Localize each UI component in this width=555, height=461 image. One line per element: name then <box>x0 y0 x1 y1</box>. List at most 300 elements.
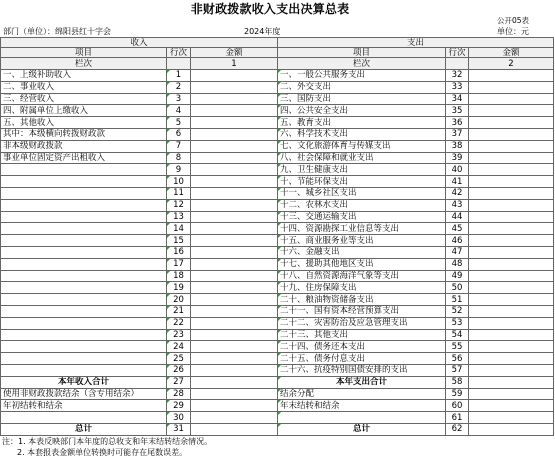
expense-item-cell <box>278 247 446 259</box>
expense-line-no-cell <box>446 200 469 212</box>
expense-line-no-text: 36 <box>451 117 463 128</box>
table-row <box>1 82 554 94</box>
expense-line-no-text: 55 <box>451 341 463 352</box>
income-item-text: 其中：本级横向转拨财政款 <box>3 129 106 140</box>
expense-item-cell <box>278 400 446 412</box>
error-indicator-icon <box>167 153 170 156</box>
table-row <box>1 330 554 342</box>
unit-label: 单位：元 <box>497 27 529 36</box>
income-line-no-text: 21 <box>173 306 184 317</box>
income-line-no-text: 23 <box>173 329 184 340</box>
income-item-cell <box>1 424 167 436</box>
income-item-cell <box>1 353 167 365</box>
table-row <box>1 341 554 353</box>
income-item-cell <box>1 212 167 224</box>
income-line-no-text: 10 <box>173 176 184 187</box>
expense-item-cell <box>278 164 446 176</box>
expense-line-no-cell <box>446 294 469 306</box>
expense-item-text: 十五、商业服务业等支出 <box>280 235 374 246</box>
expense-header-text: 支出 <box>406 38 424 48</box>
income-line-no-text: 27 <box>173 377 184 388</box>
income-line-no-text: 29 <box>173 400 184 411</box>
error-indicator-icon <box>278 70 281 73</box>
income-item-cell <box>1 318 167 330</box>
expense-item-cell <box>278 318 446 330</box>
expense-line-no-header-text: 行次 <box>448 48 466 58</box>
expense-line-no-text: 56 <box>451 353 463 364</box>
expense-line-no-cell <box>446 341 469 353</box>
table-row <box>1 129 554 141</box>
expense-line-no-cell <box>446 70 469 82</box>
expense-item-cell <box>278 365 446 377</box>
expense-item-cell <box>278 377 446 389</box>
table-row <box>1 94 554 106</box>
expense-item-cell <box>278 235 446 247</box>
expense-item-text: 本年支出合计 <box>335 377 387 388</box>
expense-line-no-text: 52 <box>451 306 463 317</box>
error-indicator-icon <box>278 129 281 132</box>
income-amount-cell <box>191 377 278 389</box>
table-row <box>1 223 554 235</box>
table-row <box>1 294 554 306</box>
income-item-cell <box>1 82 167 94</box>
error-indicator-icon <box>278 82 281 85</box>
income-line-no-cell <box>167 223 191 235</box>
error-indicator-icon <box>278 235 281 238</box>
error-indicator-icon <box>278 259 281 262</box>
income-line-no-text: 30 <box>173 412 184 423</box>
expense-line-no-text: 35 <box>451 105 463 116</box>
expense-amount-cell <box>469 247 554 259</box>
expense-amount-cell <box>469 424 554 436</box>
income-amount-cell <box>191 353 278 365</box>
expense-line-no-cell <box>446 129 469 141</box>
income-line-no-column-no <box>167 58 191 70</box>
error-indicator-icon <box>167 176 170 179</box>
table-row <box>1 70 554 82</box>
expense-amount-cell <box>469 70 554 82</box>
income-line-no-cell <box>167 377 191 389</box>
expense-item-cell <box>278 306 446 318</box>
report-table <box>0 37 554 436</box>
expense-item-header-text: 项目 <box>352 48 370 58</box>
error-indicator-icon <box>278 389 281 392</box>
expense-item-text: 二十一、国有资本经营预算支出 <box>280 306 400 317</box>
expense-amount-cell <box>469 82 554 94</box>
error-indicator-icon <box>278 400 281 403</box>
form-code: 公开05表 <box>497 16 530 25</box>
income-line-no-text: 3 <box>175 93 182 104</box>
income-item-cell <box>1 164 167 176</box>
table-row <box>1 400 554 412</box>
error-indicator-icon <box>278 94 281 97</box>
income-line-no-cell <box>167 259 191 271</box>
expense-amount-cell <box>469 117 554 129</box>
income-item-cell <box>1 129 167 141</box>
expense-item-cell <box>278 176 446 188</box>
expense-line-no-cell <box>446 188 469 200</box>
income-item-text: 非本级财政拨款 <box>3 141 63 152</box>
income-line-no-cell <box>167 164 191 176</box>
expense-line-no-cell <box>446 389 469 401</box>
income-amount-cell <box>191 70 278 82</box>
income-item-cell <box>1 306 167 318</box>
income-item-cell <box>1 341 167 353</box>
error-indicator-icon <box>167 188 170 191</box>
income-item-text: 五、其他收入 <box>3 117 55 128</box>
income-amount-cell <box>191 247 278 259</box>
income-item-cell <box>1 153 167 165</box>
error-indicator-icon <box>278 377 281 380</box>
expense-line-no-text: 60 <box>451 400 463 411</box>
error-indicator-icon <box>278 424 281 427</box>
income-amount-cell <box>191 129 278 141</box>
error-indicator-icon <box>167 306 170 309</box>
income-item-header-text: 项目 <box>74 48 92 58</box>
income-item-text: 二、事业收入 <box>3 82 55 93</box>
income-line-no-text: 18 <box>173 270 184 281</box>
income-item-cell <box>1 223 167 235</box>
expense-amount-header-text: 金额 <box>502 48 520 58</box>
error-indicator-icon <box>278 200 281 203</box>
error-indicator-icon <box>167 200 170 203</box>
expense-line-no-text: 43 <box>451 200 463 211</box>
income-line-no-cell <box>167 353 191 365</box>
expense-line-no-text: 46 <box>451 235 463 246</box>
expense-amount-cell <box>469 318 554 330</box>
expense-item-cell <box>278 105 446 117</box>
income-amount-column-no <box>191 58 278 70</box>
income-line-no-cell <box>167 188 191 200</box>
expense-line-no-cell <box>446 400 469 412</box>
income-item-cell <box>1 117 167 129</box>
error-indicator-icon <box>278 141 281 144</box>
expense-item-cell <box>278 223 446 235</box>
expense-item-cell <box>278 141 446 153</box>
income-item-cell <box>1 365 167 377</box>
expense-item-text: 二、外交支出 <box>280 82 332 93</box>
table-header-row <box>1 38 554 48</box>
expense-amount-cell <box>469 282 554 294</box>
income-item-cell <box>1 282 167 294</box>
income-line-no-cell <box>167 341 191 353</box>
income-line-no-text: 31 <box>173 424 184 435</box>
expense-line-no-text: 54 <box>451 329 463 340</box>
expense-header <box>278 38 554 48</box>
error-indicator-icon <box>167 377 170 380</box>
income-line-no-cell <box>167 117 191 129</box>
error-indicator-icon <box>278 282 281 285</box>
income-amount-cell <box>191 412 278 424</box>
expense-item-cell <box>278 259 446 271</box>
error-indicator-icon <box>167 247 170 250</box>
income-line-no-cell <box>167 105 191 117</box>
error-indicator-icon <box>167 389 170 392</box>
income-line-no-text: 2 <box>175 82 182 93</box>
expense-line-no-cell <box>446 318 469 330</box>
expense-item-text: 总计 <box>352 424 370 435</box>
income-item-cell <box>1 70 167 82</box>
expense-item-text: 六、科学技术支出 <box>280 129 349 140</box>
expense-item-cell <box>278 70 446 82</box>
income-item-cell <box>1 330 167 342</box>
income-line-no-cell <box>167 400 191 412</box>
expense-item-text: 二十三、其他支出 <box>280 329 349 340</box>
income-amount-cell <box>191 235 278 247</box>
expense-amount-cell <box>469 330 554 342</box>
expense-column-no-label <box>278 58 446 70</box>
table-row <box>1 282 554 294</box>
error-indicator-icon <box>167 318 170 321</box>
expense-line-no-text: 61 <box>451 412 463 423</box>
income-item-text: 总计 <box>74 424 92 435</box>
expense-item-cell <box>278 200 446 212</box>
error-indicator-icon <box>167 341 170 344</box>
expense-column-no-label-text: 栏次 <box>352 58 370 69</box>
expense-amount-cell <box>469 365 554 377</box>
expense-line-no-text: 33 <box>451 82 463 93</box>
error-indicator-icon <box>167 271 170 274</box>
error-indicator-icon <box>278 412 281 415</box>
expense-line-no-text: 57 <box>451 365 463 376</box>
expense-item-text: 二十六、抗疫特别国债安排的支出 <box>280 365 408 376</box>
expense-line-no-cell <box>446 235 469 247</box>
expense-amount-column-no-text: 2 <box>508 58 514 69</box>
income-amount-cell <box>191 389 278 401</box>
income-line-no-text: 12 <box>173 200 184 211</box>
expense-amount-cell <box>469 129 554 141</box>
expense-item-cell <box>278 94 446 106</box>
income-line-no-text: 28 <box>173 388 184 399</box>
expense-line-no-cell <box>446 105 469 117</box>
error-indicator-icon <box>167 259 170 262</box>
income-line-no-cell <box>167 82 191 94</box>
expense-item-cell <box>278 294 446 306</box>
table-row <box>1 247 554 259</box>
expense-item-cell <box>278 188 446 200</box>
expense-line-no-text: 58 <box>451 377 463 388</box>
expense-amount-column-no <box>469 58 554 70</box>
expense-line-no-text: 34 <box>451 93 463 104</box>
expense-line-no-cell <box>446 247 469 259</box>
income-item-cell <box>1 176 167 188</box>
expense-amount-cell <box>469 94 554 106</box>
table-row <box>1 318 554 330</box>
error-indicator-icon <box>278 365 281 368</box>
error-indicator-icon <box>167 94 170 97</box>
expense-item-cell <box>278 117 446 129</box>
expense-item-cell <box>278 341 446 353</box>
expense-line-no-text: 44 <box>451 211 463 222</box>
income-amount-cell <box>191 200 278 212</box>
expense-item-cell <box>278 330 446 342</box>
expense-item-text: 一、一般公共服务支出 <box>280 70 366 81</box>
expense-item-text: 十九、住房保障支出 <box>280 282 357 293</box>
income-column-no-label-text: 栏次 <box>74 58 92 69</box>
expense-amount-cell <box>469 377 554 389</box>
expense-line-no-cell <box>446 141 469 153</box>
income-line-no-text: 9 <box>175 164 182 175</box>
note-line: 注：1. 本表反映部门本年度的总收支和年末结转结余情况。 <box>2 437 213 446</box>
expense-item-text: 十二、农林水支出 <box>280 200 349 211</box>
income-amount-cell <box>191 94 278 106</box>
footnotes <box>2 436 212 458</box>
income-amount-cell <box>191 294 278 306</box>
expense-line-no-cell <box>446 365 469 377</box>
expense-amount-cell <box>469 141 554 153</box>
error-indicator-icon <box>278 176 281 179</box>
expense-item-text: 十四、资源勘探工业信息等支出 <box>280 223 400 234</box>
error-indicator-icon <box>278 105 281 108</box>
table-row <box>1 306 554 318</box>
expense-line-no-cell <box>446 164 469 176</box>
income-line-no-text: 4 <box>175 105 182 116</box>
expense-item-cell <box>278 282 446 294</box>
income-amount-cell <box>191 105 278 117</box>
expense-amount-cell <box>469 259 554 271</box>
income-item-text: 使用非财政拨款结余（含专用结余） <box>3 388 140 399</box>
expense-item-text: 十七、援助其他地区支出 <box>280 259 374 270</box>
error-indicator-icon <box>167 400 170 403</box>
income-amount-cell <box>191 330 278 342</box>
expense-item-text: 三、国防支出 <box>280 93 332 104</box>
expense-amount-cell <box>469 341 554 353</box>
table-row <box>1 188 554 200</box>
income-amount-cell <box>191 341 278 353</box>
expense-amount-cell <box>469 412 554 424</box>
expense-line-no-cell <box>446 153 469 165</box>
error-indicator-icon <box>167 330 170 333</box>
expense-amount-cell <box>469 389 554 401</box>
expense-item-cell <box>278 271 446 283</box>
table-body <box>1 70 554 436</box>
expense-amount-header <box>469 48 554 58</box>
expense-line-no-text: 59 <box>451 388 463 399</box>
income-item-cell <box>1 412 167 424</box>
expense-line-no-text: 38 <box>451 141 463 152</box>
income-amount-cell <box>191 164 278 176</box>
error-indicator-icon <box>167 212 170 215</box>
error-indicator-icon <box>167 282 170 285</box>
table-row <box>1 271 554 283</box>
expense-amount-cell <box>469 306 554 318</box>
expense-line-no-column-no <box>446 58 469 70</box>
expense-item-text: 五、教育支出 <box>280 117 332 128</box>
income-item-cell <box>1 141 167 153</box>
income-line-no-cell <box>167 200 191 212</box>
expense-item-cell <box>278 129 446 141</box>
error-indicator-icon <box>278 247 281 250</box>
table-row <box>1 200 554 212</box>
income-line-no-text: 14 <box>173 223 184 234</box>
error-indicator-icon <box>278 223 281 226</box>
error-indicator-icon <box>167 365 170 368</box>
income-line-no-text: 24 <box>173 341 184 352</box>
income-amount-cell <box>191 212 278 224</box>
expense-item-text: 二十、粮油物资储备支出 <box>280 294 374 305</box>
income-line-no-cell <box>167 318 191 330</box>
expense-line-no-text: 42 <box>451 188 463 199</box>
expense-item-cell <box>278 424 446 436</box>
expense-item-cell <box>278 353 446 365</box>
department-label: 部门（单位）：绵阳县红十字会 <box>3 27 111 36</box>
income-item-text: 年初结转和结余 <box>3 400 63 411</box>
income-amount-cell <box>191 282 278 294</box>
expense-line-no-text: 41 <box>451 176 463 187</box>
expense-line-no-cell <box>446 223 469 235</box>
income-column-no-label <box>1 58 167 70</box>
income-amount-cell <box>191 306 278 318</box>
income-amount-cell <box>191 424 278 436</box>
income-header-text: 收入 <box>130 38 148 48</box>
income-item-cell <box>1 105 167 117</box>
error-indicator-icon <box>278 318 281 321</box>
error-indicator-icon <box>278 306 281 309</box>
table-row <box>1 164 554 176</box>
table-row <box>1 389 554 401</box>
expense-amount-cell <box>469 235 554 247</box>
expense-line-no-cell <box>446 377 469 389</box>
income-line-no-cell <box>167 424 191 436</box>
income-line-no-cell <box>167 141 191 153</box>
income-line-no-cell <box>167 306 191 318</box>
error-indicator-icon <box>167 164 170 167</box>
expense-item-text: 四、公共安全支出 <box>280 105 349 116</box>
income-item-cell <box>1 400 167 412</box>
table-row <box>1 117 554 129</box>
expense-line-no-cell <box>446 259 469 271</box>
income-line-no-text: 5 <box>175 117 182 128</box>
expense-line-no-cell <box>446 117 469 129</box>
expense-item-text: 年末结转和结余 <box>280 400 340 411</box>
error-indicator-icon <box>278 188 281 191</box>
expense-item-cell <box>278 412 446 424</box>
income-line-no-text: 25 <box>173 353 184 364</box>
income-line-no-text: 26 <box>173 365 184 376</box>
income-line-no-cell <box>167 94 191 106</box>
income-line-no-cell <box>167 176 191 188</box>
income-line-no-text: 16 <box>173 247 184 258</box>
expense-line-no-text: 62 <box>451 424 463 435</box>
expense-amount-cell <box>469 105 554 117</box>
income-item-cell <box>1 377 167 389</box>
income-line-no-header <box>167 48 191 58</box>
error-indicator-icon <box>167 294 170 297</box>
table-row <box>1 412 554 424</box>
expense-line-no-text: 51 <box>451 294 463 305</box>
income-item-text: 一、上级补助收入 <box>3 70 72 81</box>
table-row <box>1 365 554 377</box>
income-item-cell <box>1 294 167 306</box>
expense-amount-cell <box>469 212 554 224</box>
income-line-no-text: 8 <box>175 152 182 163</box>
expense-item-cell <box>278 389 446 401</box>
income-line-no-cell <box>167 153 191 165</box>
error-indicator-icon <box>167 424 170 427</box>
income-item-cell <box>1 259 167 271</box>
table-row <box>1 353 554 365</box>
error-indicator-icon <box>278 353 281 356</box>
expense-item-cell <box>278 212 446 224</box>
income-line-no-text: 17 <box>173 259 184 270</box>
error-indicator-icon <box>167 82 170 85</box>
expense-line-no-cell <box>446 212 469 224</box>
error-indicator-icon <box>167 412 170 415</box>
income-item-cell <box>1 94 167 106</box>
income-amount-cell <box>191 400 278 412</box>
income-amount-column-no-text: 1 <box>231 58 237 69</box>
income-line-no-text: 20 <box>173 294 184 305</box>
